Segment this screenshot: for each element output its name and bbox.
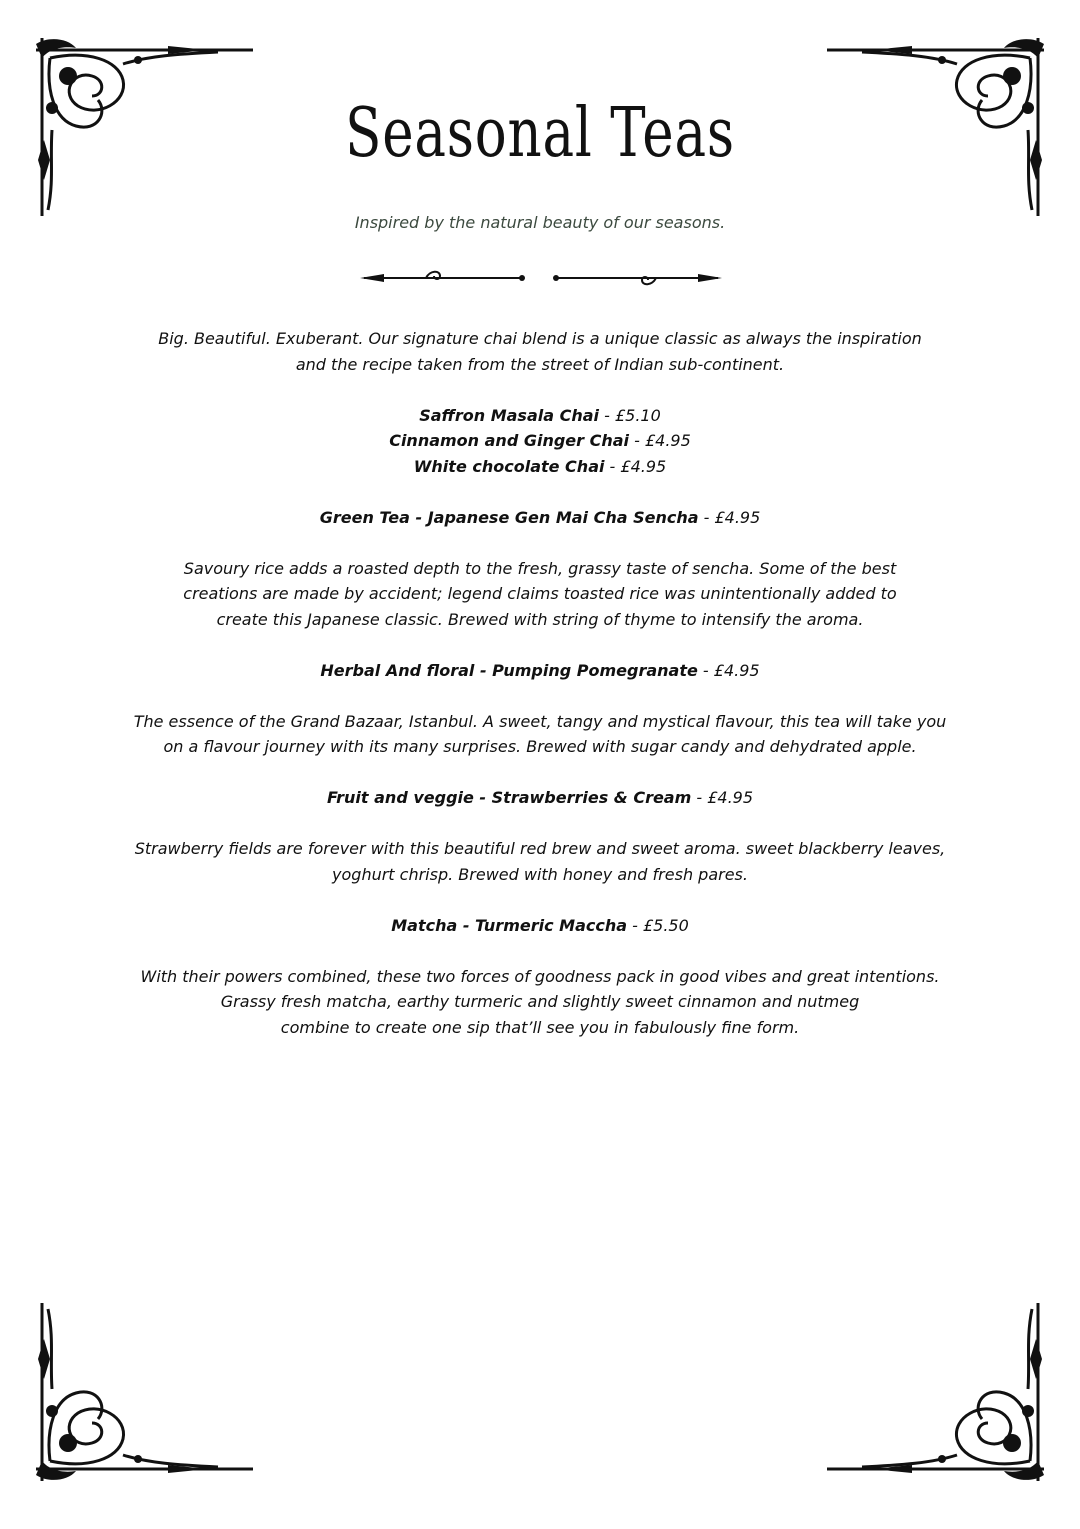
section-heading — [110, 785, 970, 811]
page-subtitle: Inspired by the natural beauty of our seasons. — [354, 213, 726, 232]
intro-line: Big. Beautiful. Exuberant. Our signature chai blend is a unique classic as always the inspiration — [158, 329, 922, 348]
menu-item-price: - £4.95 — [629, 431, 691, 450]
menu-item — [110, 403, 970, 429]
section-heading — [110, 913, 970, 939]
section-heading-name: Fruit and veggie - Strawberries & Cream — [326, 788, 692, 807]
menu-content — [110, 326, 970, 1040]
page-title: Seasonal Teas — [345, 94, 735, 173]
description-line: create this Japanese classic. Brewed with string of thyme to intensify the aroma. — [216, 609, 864, 629]
section-heading — [110, 505, 970, 531]
section-heading-name: Herbal And floral - Pumping Pomegranate — [320, 660, 698, 680]
description-line: The essence of the Grand Bazaar, Istanbul. A sweet, tangy and mystical flavour, this tea will take you — [133, 711, 947, 731]
menu-item-name: White chocolate Chai — [413, 456, 605, 476]
description-line: Strawberry fields are forever with this beautiful red brew and sweet aroma. sweet blackberry leaves, — [134, 839, 946, 858]
description-line: Savoury rice adds a roasted depth to the fresh, grassy taste of sencha. Some of the best — [183, 558, 897, 578]
menu-item-name: Cinnamon and Ginger Chai — [389, 431, 630, 450]
ornamental-divider-icon — [360, 266, 722, 288]
description-line: yoghurt chrisp. Brewed with honey and fresh pares. — [332, 864, 748, 884]
menu-item-price: - £4.95 — [604, 456, 667, 476]
menu-item-name: Saffron Masala Chai — [419, 405, 600, 425]
section-heading-price: - £5.50 — [627, 915, 689, 935]
menu-item — [110, 454, 970, 480]
section-heading-price: - £4.95 — [697, 660, 760, 680]
section-heading-name: Matcha - Turmeric Maccha — [391, 915, 628, 935]
description-line: With their powers combined, these two forces of goodness pack in good vibes and great intentions. — [140, 966, 940, 986]
ornament-corner-bottom-left-icon — [28, 1299, 258, 1489]
section-heading-price: - £4.95 — [698, 507, 761, 527]
intro-line: and the recipe taken from the street of Indian sub-continent. — [295, 354, 785, 374]
menu-item — [110, 428, 970, 454]
section-heading-name: Green Tea - Japanese Gen Mai Cha Sencha — [319, 507, 699, 527]
section-heading-price: - £4.95 — [691, 788, 754, 807]
description-line: creations are made by accident; legend claims toasted rice was unintentionally added to — [183, 584, 897, 603]
description-line: combine to create one sip that’ll see you in fabulously fine form. — [280, 1017, 800, 1037]
menu-item-price: - £5.10 — [599, 405, 661, 425]
description-line: on a flavour journey with its many surprises. Brewed with sugar candy and dehydrated apple. — [163, 737, 917, 756]
description-line: Grassy fresh matcha, earthy turmeric and slightly sweet cinnamon and nutmeg — [220, 992, 860, 1011]
section-heading — [110, 658, 970, 684]
ornament-corner-bottom-right-icon — [822, 1299, 1052, 1489]
